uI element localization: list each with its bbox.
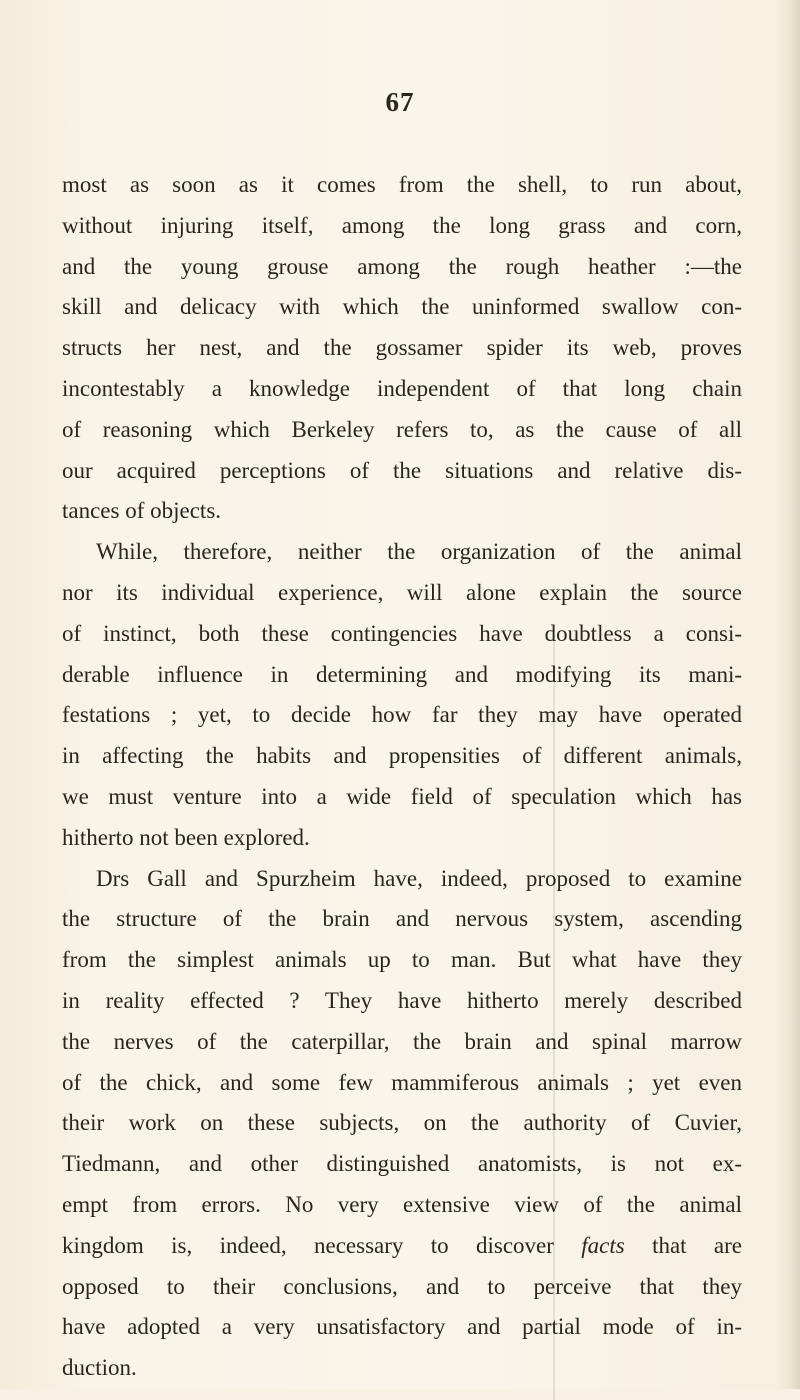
text-line: of the chick, and some few mammiferous animals ; yet even — [62, 1069, 742, 1095]
paragraph-start-line: Drs Gall and Spurzheim have, indeed, proposed to examine — [96, 865, 742, 891]
text-line: opposed to their conclusions, and to perceive that they — [62, 1273, 742, 1299]
text-line: without injuring itself, among the long grass and corn, — [62, 212, 742, 238]
text-line: the structure of the brain and nervous system, ascending — [62, 906, 742, 932]
text-segment: kingdom is, indeed, necessary to discover — [62, 1232, 554, 1258]
text-segment: that are — [652, 1232, 742, 1258]
italic-word: facts — [581, 1232, 625, 1258]
text-line: incontestably a knowledge independent of that long chain — [62, 375, 742, 401]
paragraph-start-line: While, therefore, neither the organization of the animal — [96, 539, 742, 565]
text-line: their work on these subjects, on the authority of Cuvier, — [62, 1110, 742, 1136]
text-line-with-italic — [62, 1226, 742, 1267]
text-line: structs her nest, and the gossamer spider its web, proves — [62, 335, 742, 361]
text-line: from the simplest animals up to man. But what have they — [62, 947, 742, 973]
text-line: of reasoning which Berkeley refers to, as the cause of all — [62, 416, 742, 442]
text-line: tances of objects. — [62, 498, 222, 524]
text-line: empt from errors. No very extensive view of the animal — [62, 1191, 742, 1217]
text-line: in affecting the habits and propensities of different animals, — [62, 743, 742, 769]
text-line: most as soon as it comes from the shell, to run about, — [62, 172, 742, 197]
page-edge-shadow — [778, 0, 800, 1389]
text-line: and the young grouse among the rough heather :—the — [62, 253, 742, 279]
text-line: the nerves of the caterpillar, the brain and spinal marrow — [62, 1028, 742, 1054]
text-line: our acquired perceptions of the situations and relative dis- — [62, 457, 742, 483]
text-line: in reality effected ? They have hitherto merely described — [62, 987, 742, 1013]
text-line: festations ; yet, to decide how far they may have operated — [62, 702, 742, 728]
text-line: derable influence in determining and modifying its mani- — [62, 661, 742, 687]
text-line: of instinct, both these contingencies have doubtless a consi- — [62, 620, 742, 646]
text-line: hitherto not been explored. — [62, 824, 310, 850]
text-line: have adopted a very unsatisfactory and partial mode of in- — [62, 1314, 742, 1340]
page-number: 67 — [385, 87, 415, 117]
text-line: duction. — [62, 1355, 137, 1381]
text-line: nor its individual experience, will alone explain the source — [62, 579, 742, 605]
text-line: we must venture into a wide field of speculation which has — [62, 783, 742, 809]
body-text — [62, 165, 742, 1389]
text-line: skill and delicacy with which the uninformed swallow con- — [62, 294, 742, 320]
text-line: Tiedmann, and other distinguished anatomists, is not ex- — [62, 1151, 742, 1177]
